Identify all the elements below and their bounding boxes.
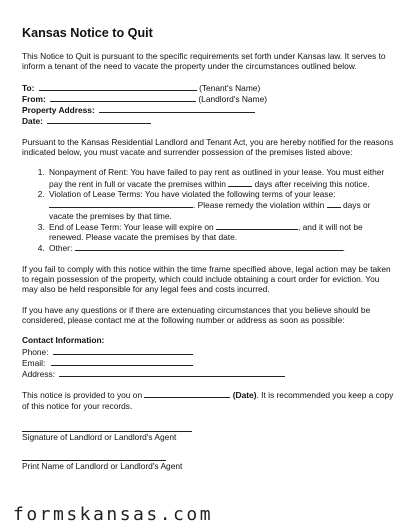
tenant-name-hint: (Tenant's Name) <box>199 82 261 93</box>
violation-days-blank[interactable] <box>327 199 341 208</box>
provided-paragraph <box>22 389 394 411</box>
print-name-label: Print Name of Landlord or Landlord's Agent <box>22 461 183 472</box>
property-label: Property Address: <box>22 105 95 116</box>
other-reason-blank[interactable] <box>75 242 345 254</box>
reason-nonpayment-text-end: days after receiving this notice. <box>254 178 370 189</box>
property-row <box>22 104 394 115</box>
signature-block <box>22 421 394 442</box>
address-label: Address: <box>22 369 56 380</box>
notice-document <box>22 26 394 472</box>
fail-to-comply-paragraph: If you fail to comply with this notice within the time frame specified above, legal action may be taken to regain possession of the property, which could include obtaining a court order for eviction. You may also be held responsible for any legal fees and costs incurred. <box>22 263 391 295</box>
landlord-name-hint: (Landlord's Name) <box>198 93 268 104</box>
signature-label: Signature of Landlord or Landlord's Agent <box>22 432 177 443</box>
tenant-name-blank[interactable] <box>39 82 197 91</box>
from-label: From: <box>22 93 46 104</box>
footer-watermark: formskansas.com <box>13 504 214 525</box>
reason-nonpayment-text: Nonpayment of Rent: You have failed to pay rent as outlined in your lease. You must either pay the rent in full or vacate the premises within <box>49 167 385 189</box>
reason-violation-text: Violation of Lease Terms: You have violated the following terms of your lease: <box>49 188 336 199</box>
reason-lease-end-text-end: , and it will not be renewed. Please vacate the premises by that date. <box>49 221 363 243</box>
reason-other-period: . <box>342 243 345 254</box>
pursuant-paragraph: Pursuant to the Kansas Residential Landlord and Tenant Act, you are hereby notified for the reasons indicated below, you must vacate and surrender possession of the premises listed above: <box>22 136 394 158</box>
questions-paragraph: If you have any questions or if there are extenuating circumstances that you believe should be considered, please contact me at the following number or address as soon as possible: <box>22 304 371 325</box>
print-name-line[interactable] <box>22 450 166 461</box>
property-address-blank[interactable] <box>99 104 255 113</box>
reason-violation-text-end: days or vacate the premises by that time. <box>49 200 371 221</box>
provided-date-blank[interactable] <box>144 389 230 398</box>
provided-date-word: (Date) <box>232 390 257 401</box>
print-name-block <box>22 450 394 471</box>
provided-text: This notice is provided to you on <box>22 390 143 401</box>
contact-phone-row <box>22 346 394 357</box>
violation-terms-blank[interactable] <box>49 199 193 208</box>
provided-text-end: . It is recommended you keep a copy of this notice for your records. <box>22 390 394 411</box>
reason-violation-remedy: . Please remedy the violation within <box>193 200 325 211</box>
reason-violation <box>47 189 394 221</box>
document-title: Kansas Notice to Quit <box>22 26 153 40</box>
phone-label: Phone: <box>22 346 49 357</box>
email-blank[interactable] <box>51 357 193 366</box>
landlord-name-blank[interactable] <box>50 93 196 102</box>
phone-blank[interactable] <box>53 346 193 355</box>
contact-email-row <box>22 357 394 368</box>
date-blank[interactable] <box>47 115 151 124</box>
reasons-list <box>22 167 394 253</box>
contact-heading: Contact Information: <box>22 335 105 346</box>
from-row <box>22 93 394 104</box>
date-row <box>22 115 394 126</box>
reason-lease-end-text: End of Lease Term: Your lease will expire on <box>49 221 214 232</box>
to-label: To: <box>22 82 35 93</box>
lease-end-date-blank[interactable] <box>216 221 298 230</box>
intro-paragraph: This Notice to Quit is pursuant to the specific requirements set forth under Kansas law. It serves to inform a tenant of the need to vacate the property under the circumstances outlined below. <box>22 51 386 72</box>
nonpayment-days-blank[interactable] <box>228 178 252 187</box>
to-row <box>22 82 394 93</box>
contact-address-row <box>22 368 394 379</box>
date-label: Date: <box>22 116 43 127</box>
parties-block <box>22 82 394 127</box>
reason-other <box>47 242 394 253</box>
reason-other-label: Other: <box>49 243 73 254</box>
address-blank[interactable] <box>59 368 285 377</box>
reason-nonpayment <box>47 167 394 189</box>
email-label: Email: <box>22 357 46 368</box>
reason-lease-end <box>47 221 394 243</box>
signature-line[interactable] <box>22 421 192 432</box>
